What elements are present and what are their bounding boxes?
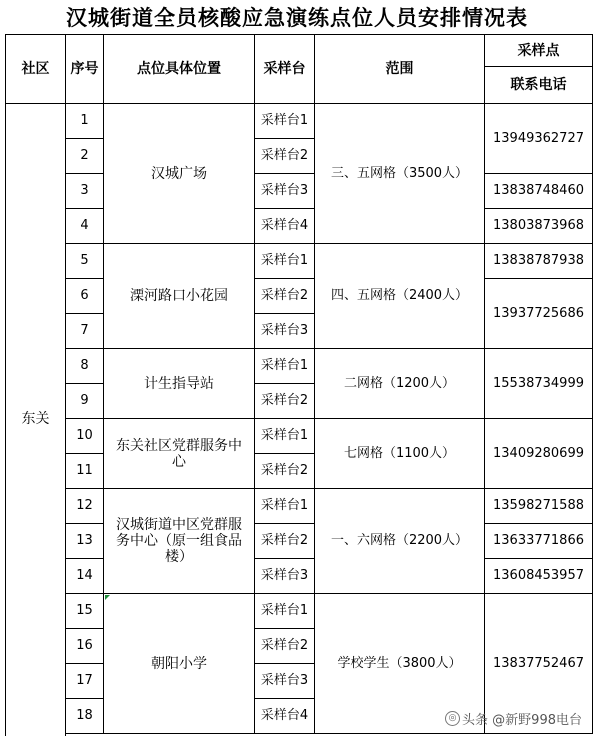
platform-cell: 采样台1 bbox=[255, 419, 315, 454]
watermark-text: 头条 @新野998电台 bbox=[462, 713, 582, 728]
location-cell: 汉城街道中区党群服务中心（原一组食品楼） bbox=[104, 489, 255, 594]
seq-cell: 13 bbox=[66, 524, 104, 559]
header-range: 范围 bbox=[315, 34, 485, 104]
platform-cell: 采样台3 bbox=[255, 314, 315, 349]
seq-cell: 7 bbox=[66, 314, 104, 349]
seq-cell: 14 bbox=[66, 559, 104, 594]
platform-cell: 采样台2 bbox=[255, 279, 315, 314]
platform-cell: 采样台1 bbox=[255, 104, 315, 139]
phone-cell: 13598271588 bbox=[485, 489, 593, 524]
seq-cell: 6 bbox=[66, 279, 104, 314]
header-platform: 采样台 bbox=[255, 34, 315, 104]
platform-cell: 采样台1 bbox=[255, 244, 315, 279]
range-cell: 七网格（1100人） bbox=[315, 419, 485, 489]
cell-comment-marker bbox=[105, 595, 110, 600]
seq-cell: 11 bbox=[66, 454, 104, 489]
location-cell: 溧河路口小花园 bbox=[104, 244, 255, 349]
seq-cell: 9 bbox=[66, 384, 104, 419]
seq-cell: 1 bbox=[66, 104, 104, 139]
seq-cell: 17 bbox=[66, 664, 104, 699]
phone-cell: 13838748460 bbox=[485, 174, 593, 209]
seq-cell: 2 bbox=[66, 139, 104, 174]
range-cell: 三、五网格（3500人） bbox=[315, 104, 485, 244]
platform-cell: 采样台3 bbox=[255, 664, 315, 699]
location-cell: 汉城广场 bbox=[104, 104, 255, 244]
seq-cell: 4 bbox=[66, 209, 104, 244]
platform-cell: 采样台2 bbox=[255, 454, 315, 489]
watermark bbox=[445, 709, 582, 728]
phone-cell: 15538734999 bbox=[485, 349, 593, 419]
platform-cell: 采样台4 bbox=[255, 699, 315, 734]
location-cell: 东关社区党群服务中心 bbox=[104, 419, 255, 489]
seq-cell: 16 bbox=[66, 629, 104, 664]
platform-cell: 采样台2 bbox=[255, 384, 315, 419]
header-community: 社区 bbox=[5, 34, 66, 104]
location-cell: 朝阳小学 bbox=[104, 594, 255, 734]
page-title: 汉城街道全员核酸应急演练点位人员安排情况表 bbox=[66, 5, 528, 30]
range-cell: 四、五网格（2400人） bbox=[315, 244, 485, 349]
platform-cell: 采样台3 bbox=[255, 559, 315, 594]
header-location: 点位具体位置 bbox=[104, 34, 255, 104]
seq-cell: 8 bbox=[66, 349, 104, 384]
seq-cell: 18 bbox=[66, 699, 104, 734]
range-cell: 二网格（1200人） bbox=[315, 349, 485, 419]
community-cell: 东关 bbox=[5, 104, 66, 736]
phone-cell: 13803873968 bbox=[485, 209, 593, 244]
platform-cell: 采样台1 bbox=[255, 489, 315, 524]
phone-cell: 13838787938 bbox=[485, 244, 593, 279]
phone-cell: 13949362727 bbox=[485, 104, 593, 174]
phone-cell: 13633771866 bbox=[485, 524, 593, 559]
platform-cell: 采样台1 bbox=[255, 594, 315, 629]
seq-cell: 15 bbox=[66, 594, 104, 629]
seq-cell: 10 bbox=[66, 419, 104, 454]
platform-cell: 采样台2 bbox=[255, 629, 315, 664]
schedule-table bbox=[5, 34, 594, 736]
platform-cell: 采样台2 bbox=[255, 139, 315, 174]
phone-cell: 13409280699 bbox=[485, 419, 593, 489]
phone-cell: 13837752467 bbox=[485, 594, 593, 734]
header-phone: 联系电话 bbox=[485, 67, 593, 104]
platform-cell: 采样台4 bbox=[255, 209, 315, 244]
platform-cell: 采样台1 bbox=[255, 349, 315, 384]
seq-cell: 12 bbox=[66, 489, 104, 524]
location-cell: 计生指导站 bbox=[104, 349, 255, 419]
header-sampling-point: 采样点 bbox=[485, 34, 593, 67]
range-cell: 一、六网格（2200人） bbox=[315, 489, 485, 594]
range-cell: 学校学生（3800人） bbox=[315, 594, 485, 734]
seq-cell: 3 bbox=[66, 174, 104, 209]
phone-cell: 13937725686 bbox=[485, 279, 593, 349]
platform-cell: 采样台2 bbox=[255, 524, 315, 559]
platform-cell: 采样台3 bbox=[255, 174, 315, 209]
phone-cell: 13608453957 bbox=[485, 559, 593, 594]
watermark-logo-icon: ◎ bbox=[445, 711, 460, 726]
seq-cell: 5 bbox=[66, 244, 104, 279]
header-seq: 序号 bbox=[66, 34, 104, 104]
